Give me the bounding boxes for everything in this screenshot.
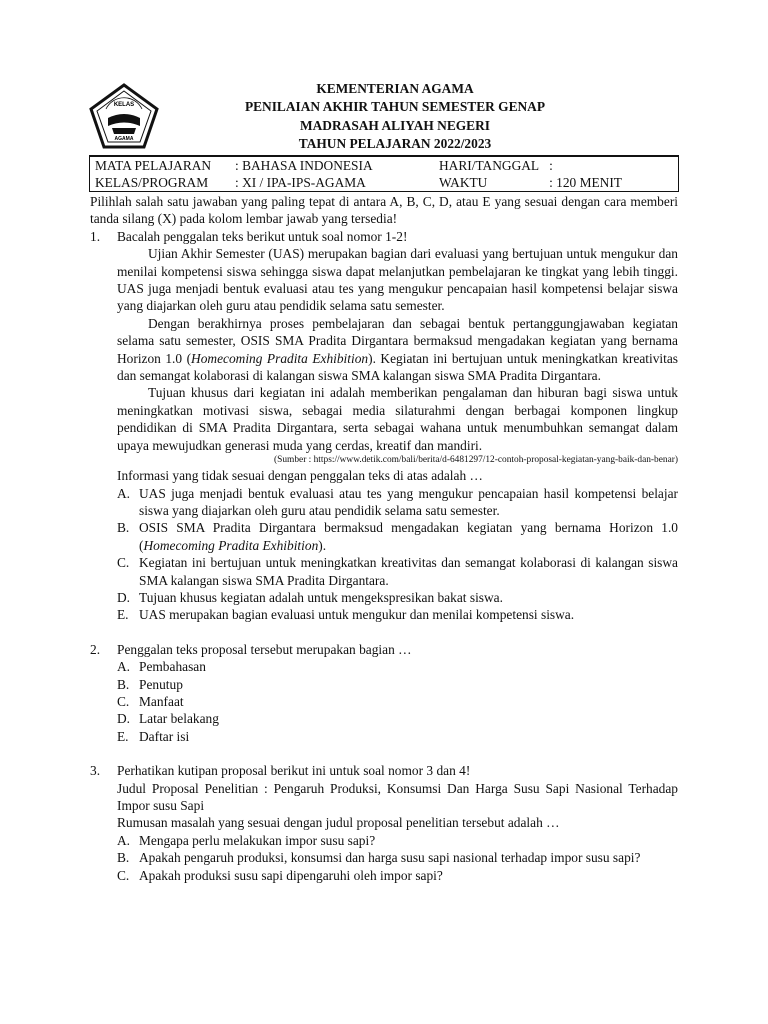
option-a[interactable]: A. Pembahasan [117, 659, 206, 675]
logo-text-top: KELAS [113, 102, 135, 108]
logo-text-bottom: AGAMA [114, 136, 134, 142]
subject-value: : BAHASA INDONESIA [230, 156, 434, 174]
option-e[interactable]: E. UAS merupakan bagian evaluasi untuk mengukur dan menilai kompetensi siswa. [117, 607, 575, 623]
option-a[interactable]: A. Mengapa perlu melakukan impor susu sapi? [117, 832, 376, 848]
class-label: KELAS/PROGRAM [90, 174, 231, 192]
option-e[interactable]: E. Daftar isi [117, 728, 190, 744]
option-d[interactable]: D. Tujuan khusus kegiatan adalah untuk mengekspresikan bakat siswa. [117, 589, 503, 605]
option-b[interactable]: B. Apakah pengaruh produksi, konsumsi dan harga susu sapi nasional terhadap impor susu sapi? [117, 850, 641, 866]
option-c[interactable]: C. Manfaat [117, 693, 184, 709]
option-a[interactable]: A. UAS juga menjadi bentuk evaluasi atau tes yang mengukur pencapaian hasil kompetensi belajar siswa yang diajarkan oleh guru atau pendidik selama satu semester. [117, 485, 678, 518]
passage-paragraph: Ujian Akhir Semester (UAS) merupakan bagian dari evaluasi yang bertujuan untuk mengukur dan menilai kompetensi siswa sehingga siswa dapat melanjutkan pembelajaran ke tingkat yang lebih tinggi. UAS juga menjadi bentuk evaluasi atau tes yang mengukur pencapaian hasil kompetensi belajar siswa yang diajarkan oleh guru atau pendidik selama satu semester. [117, 246, 678, 314]
time-label: WAKTU [434, 174, 544, 192]
time-value: : 120 MENIT [544, 174, 678, 192]
subject-label: MATA PELAJARAN [90, 156, 231, 174]
question-intro: Bacalah penggalan teks berikut untuk soal nomor 1-2! [117, 228, 408, 244]
passage-source: (Sumber : https://www.detik.com/bali/berita/d-6481297/12-contoh-proposal-kegiatan-yang-baik-dan-benar) [274, 455, 678, 466]
header-exam: PENILAIAN AKHIR TAHUN SEMESTER GENAP [244, 99, 546, 115]
day-value: : [544, 156, 678, 174]
ministry-logo-icon [88, 82, 160, 150]
instruction-text: Pilihlah salah satu jawaban yang paling tepat di antara A, B, C, D, atau E yang sesuai dengan cara memberi tanda silang (X) pada kolom lembar jawab yang tersedia! [90, 194, 678, 227]
header-school: MADRASAH ALIYAH NEGERI [300, 117, 490, 133]
day-label: HARI/TANGGAL [434, 156, 544, 174]
option-b[interactable]: B. OSIS SMA Pradita Dirgantara bermaksud mengadakan kegiatan yang bernama Horizon 1.0 (Homecoming Pradita Exhibition). [117, 520, 678, 553]
exam-info-table [89, 155, 679, 192]
passage-paragraph: Tujuan khusus dari kegiatan ini adalah memberikan pengalaman dan hiburan bagi siswa untuk meningkatkan motivasi siswa, sebagai media silaturahmi dengan berbagai komponen lingkup pendidikan di SMA Pradita Dirgantara, serta sebagai wahana untuk menumbuhkan semangat dalam upaya mewujudkan generasi muda yang cerdas, kreatif dan mandiri. [117, 385, 678, 453]
question-intro: Perhatikan kutipan proposal berikut ini untuk soal nomor 3 dan 4! [117, 763, 471, 779]
option-c[interactable]: C. Kegiatan ini bertujuan untuk meningkatkan kreativitas dan semangat kolaborasi di kalangan siswa SMA kalangan siswa SMA Pradita Dirgantara. [117, 555, 678, 588]
option-d[interactable]: D. Latar belakang [117, 711, 219, 727]
proposal-title: Judul Proposal Penelitian : Pengaruh Produksi, Konsumsi Dan Harga Susu Sapi Nasional Terhadap Impor susu Sapi [117, 780, 678, 813]
option-c[interactable]: C. Apakah produksi susu sapi dipengaruhi oleh impor sapi? [117, 867, 443, 883]
question-3 [90, 762, 678, 884]
question-text: Rumusan masalah yang sesuai dengan judul proposal penelitian tersebut adalah … [117, 815, 560, 831]
question-text: Penggalan teks proposal tersebut merupakan bagian … [117, 641, 412, 657]
header-year: TAHUN PELAJARAN 2022/2023 [298, 136, 492, 152]
question-number: 1. [90, 228, 101, 244]
exam-content [90, 193, 678, 884]
option-b[interactable]: B. Penutup [117, 676, 183, 692]
header-ministry: KEMENTERIAN AGAMA [316, 81, 474, 96]
passage-paragraph: Dengan berakhirnya proses pembelajaran dan sebagai bentuk pertanggungjawaban kegiatan selama satu semester, OSIS SMA Pradita Dirgantara bermaksud mengadakan kegiatan yang bernama Horizon 1.0 (Homecoming Pradita Exhibition). Kegiatan ini bertujuan untuk meningkatkan kreativitas dan semangat kolaborasi di kalangan siswa SMA kalangan siswa SMA Pradita Dirgantara. [117, 315, 678, 384]
class-value: : XI / IPA-IPS-AGAMA [230, 174, 434, 192]
question-number: 2. [90, 641, 101, 657]
question-2 [90, 641, 678, 745]
question-1 [90, 228, 678, 624]
question-number: 3. [90, 763, 101, 779]
question-text: Informasi yang tidak sesuai dengan penggalan teks di atas adalah … [117, 468, 483, 484]
document-header [160, 80, 630, 154]
